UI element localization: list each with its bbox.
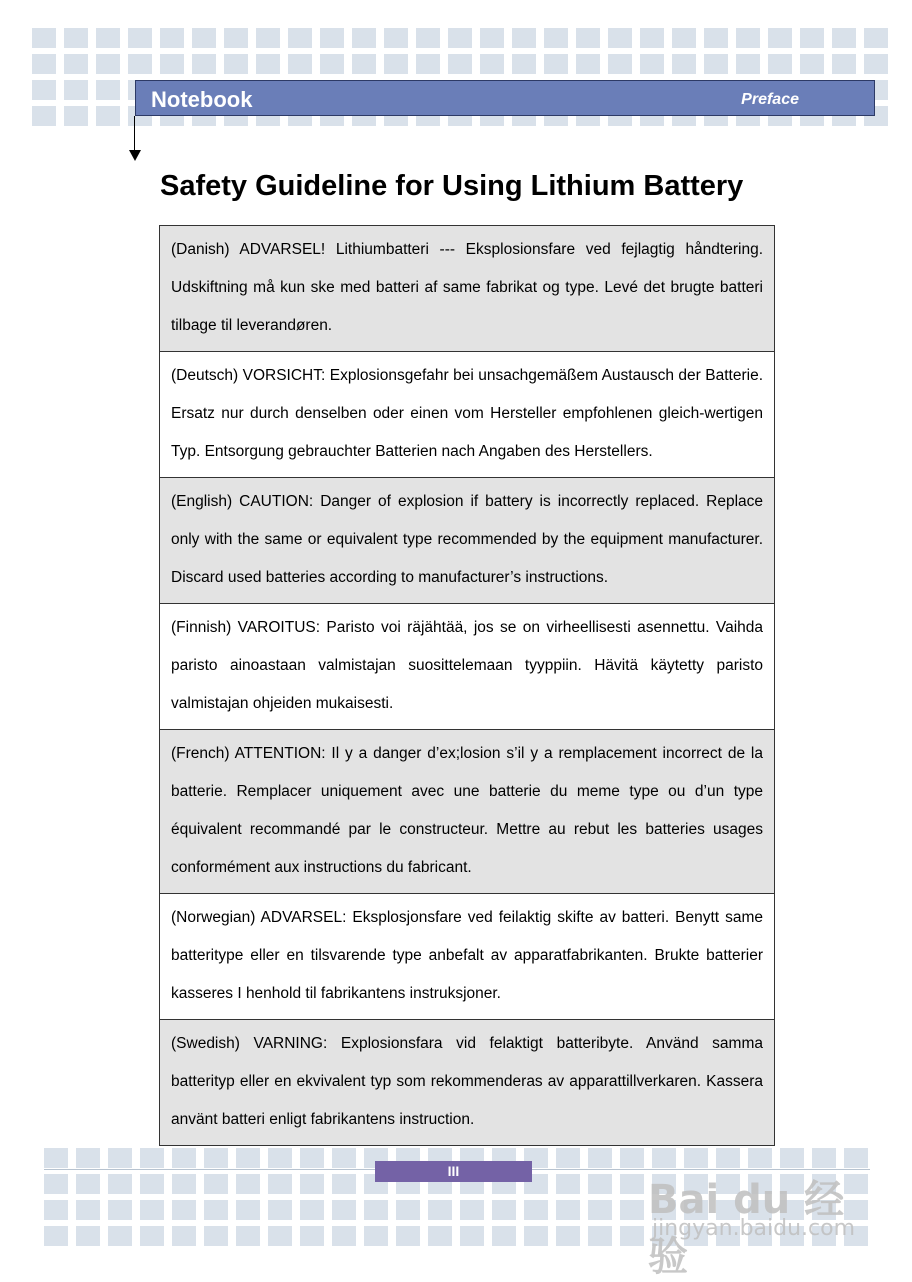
tile [172,1174,196,1194]
header-section-label: Preface [741,91,799,108]
tile [576,54,600,74]
tile [428,1226,452,1246]
table-row [160,478,775,604]
tile [524,1200,548,1220]
tile [32,54,56,74]
tile [864,28,888,48]
tile [32,28,56,48]
tile [864,54,888,74]
tile [300,1148,324,1168]
tile [556,1200,580,1220]
tile [416,28,440,48]
watermark-logo: Bai du 经验 [648,1177,845,1280]
tile [128,54,152,74]
tile [172,1200,196,1220]
tile [44,1148,68,1168]
tile [268,1226,292,1246]
tile [32,106,56,126]
tile [44,1200,68,1220]
tile [224,28,248,48]
tile [96,54,120,74]
tile [832,28,856,48]
tile [256,54,280,74]
guideline-finnish: (Finnish) VAROITUS: Paristo voi räjähtää, jos se on virheellisesti asennettu. Vaihda paristo ainoastaan valmistajan suosittelemaan tyyppiin. Hävitä käytetty paristo valmistajan ohjeiden mukaisesti. [160,604,775,730]
tile [44,1174,68,1194]
tile [480,28,504,48]
tile [736,54,760,74]
watermark-url: jingyan.baidu.com [652,1216,856,1241]
tile [256,28,280,48]
guideline-swedish: (Swedish) VARNING: Explosionsfara vid felaktigt batteribyte. Använd samma batterityp eller en ekvivalent typ som rekommenderas av apparattillverkaren. Kassera använt batteri enligt fabrikantens instruction. [160,1020,775,1146]
tile [364,1200,388,1220]
arrow-down-icon [129,150,141,161]
tile [620,1148,644,1168]
tile [64,28,88,48]
table-row [160,226,775,352]
tile [140,1174,164,1194]
tile [800,28,824,48]
guideline-french: (French) ATTENTION: Il y a danger d’ex;losion s’il y a remplacement incorrect de la batterie. Remplacer uniquement avec une batterie du meme type ou d’un type équivalent recommandé par le constructeur. Mettre au rebut les batteries usages conformément aux instructions du fabricant. [160,730,775,894]
tile [576,28,600,48]
tile [64,106,88,126]
tile [332,1148,356,1168]
tile [204,1200,228,1220]
tile [160,54,184,74]
tile [524,1226,548,1246]
tile [32,80,56,100]
tile [76,1148,100,1168]
tile [768,28,792,48]
tile [160,28,184,48]
tile [76,1174,100,1194]
table-row [160,730,775,894]
tile [556,1226,580,1246]
tile [460,1200,484,1220]
tile [364,1226,388,1246]
tile [96,106,120,126]
tile [492,1200,516,1220]
tile [320,28,344,48]
tile [268,1148,292,1168]
tile [384,54,408,74]
tile [704,28,728,48]
table-row [160,604,775,730]
tile [384,28,408,48]
page-title: Safety Guideline for Using Lithium Battery [160,170,744,202]
tile [108,1200,132,1220]
tile [140,1226,164,1246]
tile [64,54,88,74]
tile [108,1174,132,1194]
tile [512,54,536,74]
tile [396,1226,420,1246]
tile [76,1226,100,1246]
guideline-norwegian: (Norwegian) ADVARSEL: Eksplosjonsfare ved feilaktig skifte av batteri. Benytt same batteritype eller en tilsvarende type anbefalt av apparatfabrikanten. Brukte batterier kasseres I henhold til fabrikantens instruksjoner. [160,894,775,1020]
tile [620,1200,644,1220]
tile [448,28,472,48]
tile [300,1174,324,1194]
tile [236,1174,260,1194]
tile [556,1148,580,1168]
header-bar [135,80,875,116]
tile [268,1200,292,1220]
tile [460,1226,484,1246]
tile [588,1174,612,1194]
tile [352,54,376,74]
tile [588,1226,612,1246]
tile [736,28,760,48]
tile [64,80,88,100]
tile [800,54,824,74]
tile [96,80,120,100]
tile [672,54,696,74]
tile [620,1226,644,1246]
guideline-danish: (Danish) ADVARSEL! Lithiumbatteri --- Eksplosionsfare ved fejlagtig håndtering. Udskiftning må kun ske med batteri af same fabrikat og type. Levé det brugte batteri tilbage til leverandøren. [160,226,775,352]
tile [448,54,472,74]
tile [300,1200,324,1220]
tile [544,28,568,48]
tile [768,54,792,74]
tile [672,28,696,48]
tile [544,54,568,74]
header-title: Notebook [151,87,253,112]
tile [268,1174,292,1194]
watermark [648,1148,878,1280]
tile [832,54,856,74]
tile [640,54,664,74]
tile [288,28,312,48]
tile [588,1200,612,1220]
table-row [160,894,775,1020]
tile [556,1174,580,1194]
tile [96,28,120,48]
tile [640,28,664,48]
tile [204,1148,228,1168]
tile [172,1148,196,1168]
tile [172,1226,196,1246]
tile [608,54,632,74]
tile [204,1226,228,1246]
tile [332,1226,356,1246]
tile [236,1226,260,1246]
tile [44,1226,68,1246]
tile [108,1148,132,1168]
tile [108,1226,132,1246]
table-row [160,352,775,478]
guideline-deutsch: (Deutsch) VORSICHT: Explosionsgefahr bei unsachgemäßem Austausch der Batterie. Ersatz nur durch denselben oder einen vom Hersteller empfohlenen gleich-wertigen Typ. Entsorgung gebrauchter Batterien nach Angaben des Herstellers. [160,352,775,478]
tile [428,1200,452,1220]
tile [204,1174,228,1194]
tile [236,1148,260,1168]
tile [480,54,504,74]
tile [704,54,728,74]
tile [608,28,632,48]
page-number: III [375,1161,532,1182]
tile [352,28,376,48]
tile [588,1148,612,1168]
table-row [160,1020,775,1146]
tile [192,28,216,48]
safety-guideline-table [159,225,775,1146]
tile [140,1148,164,1168]
tile [192,54,216,74]
tile [620,1174,644,1194]
tile [332,1174,356,1194]
guideline-english: (English) CAUTION: Danger of explosion if battery is incorrectly replaced. Replace only with the same or equivalent type recommended by the equipment manufacturer. Discard used batteries according to manufacturer’s instructions. [160,478,775,604]
tile [332,1200,356,1220]
tile [396,1200,420,1220]
tile [236,1200,260,1220]
tile [512,28,536,48]
tile [140,1200,164,1220]
tile [224,54,248,74]
tile [300,1226,324,1246]
tile [492,1226,516,1246]
tile [76,1200,100,1220]
tile [128,28,152,48]
tile [416,54,440,74]
tile [288,54,312,74]
arrow-line [134,116,135,152]
tile [320,54,344,74]
